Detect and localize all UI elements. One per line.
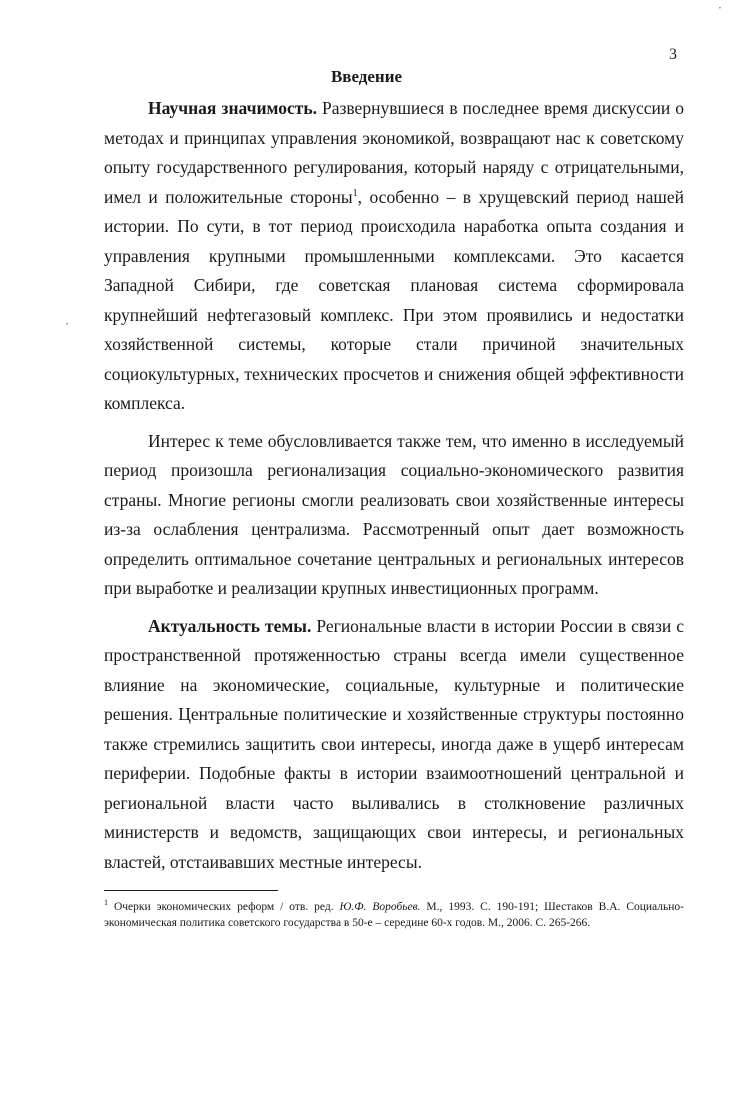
footnote-divider <box>104 890 278 891</box>
footnote-text-continued: М., 1993. С. 190-191; Шестаков В.А. Социально-экономическая политика советского государства в 50-е – середине 60-х годов. М., 2006. С. 265-266. <box>104 901 684 929</box>
paragraph-text: Региональные власти в истории России в связи с пространственной протяженностью страны всегда имели существенное влияние на экономические, социальные, культурные и политические решения. Центральные политические и хозяйственные структуры постоянно также стремились защитить свои интересы, иногда даже в ущерб интересам периферии. Подобные факты в истории взаимоотношений центральной и региональной власти часто выливались в столкновение различных министерств и ведомств, защищающих свои интересы, и региональных властей, отстаивавших местные интересы. <box>104 615 685 872</box>
scan-speck: • <box>66 322 69 328</box>
footnote-text: Очерки экономических реформ / отв. ред. <box>108 901 340 913</box>
paragraph-lead: Научная значимость. <box>148 98 317 118</box>
footnote-reference: 1 <box>352 187 358 199</box>
paragraph-text-continued: , особенно – в хрущевский период нашей истории. По сути, в тот период происходила наработка опыта создания и управления крупными промышленными комплексами. Это касается Западной Сибири, где советская плановая система сформировала крупнейший нефтегазовый комплекс. При этом проявились и недостатки хозяйственной системы, которые стали причиной значительных социокультурных, технических просчетов и снижения общей эффективности комплекса. <box>104 186 684 413</box>
paragraph-scientific-significance <box>104 94 684 419</box>
page-number: 3 <box>669 46 677 63</box>
footnote-editor: Ю.Ф. Воробьев. <box>339 901 421 913</box>
paragraph-interest <box>104 427 684 604</box>
body-text <box>104 94 684 877</box>
scan-speck: • <box>718 6 721 12</box>
paragraph-text: Развернувшиеся в последнее время дискуссии о методах и принципах управления экономикой, возвращают нас к советскому опыту государственного регулирования, который наряду с отрицательными, имел и положительные стороны <box>104 98 684 207</box>
footnote <box>104 899 684 931</box>
paragraph-relevance <box>104 612 684 878</box>
paragraph-text: Интерес к теме обусловливается также тем, что именно в исследуемый период произошла регионализация социально-экономического развития страны. Многие регионы смогли реализовать свои хозяйственные интересы из-за ослабления централизма. Рассмотренный опыт дает возможность определить оптимальное сочетание центральных и региональных интересов при выработке и реализации крупных инвестиционных программ. <box>104 430 684 598</box>
footnote-marker: 1 <box>104 898 108 908</box>
section-title: Введение <box>330 67 403 86</box>
paragraph-lead: Актуальность темы. <box>148 615 312 636</box>
